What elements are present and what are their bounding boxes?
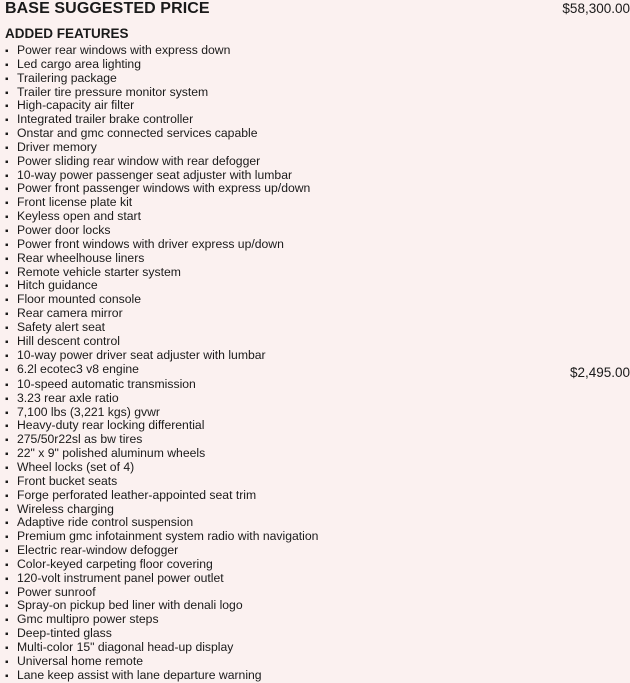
bullet-icon: ▪ <box>5 601 9 613</box>
bullet-icon: ▪ <box>5 642 9 654</box>
feature-label: Remote vehicle starter system <box>17 264 181 279</box>
feature-label: Front bucket seats <box>17 473 118 488</box>
feature-label: Lane keep assist with lane departure warning <box>17 667 262 682</box>
bullet-icon: ▪ <box>5 142 9 154</box>
bullet-icon: ▪ <box>5 587 9 599</box>
bullet-icon: ▪ <box>5 101 9 113</box>
bullet-icon: ▪ <box>5 573 9 585</box>
feature-list <box>5 44 565 682</box>
feature-list-item <box>5 599 565 613</box>
feature-list-item <box>5 113 565 127</box>
feature-list-item <box>5 279 565 293</box>
bullet-icon: ▪ <box>5 239 9 251</box>
feature-list-item <box>5 99 565 113</box>
feature-label: 10-way power driver seat adjuster with lumbar <box>17 347 266 362</box>
feature-label: Heavy-duty rear locking differential <box>17 418 205 433</box>
bullet-icon: ▪ <box>5 253 9 265</box>
feature-list-item <box>5 586 565 600</box>
feature-label: Wireless charging <box>17 501 114 516</box>
feature-label: Power front passenger windows with express up/down <box>17 181 311 196</box>
feature-label: 120-volt instrument panel power outlet <box>17 570 224 585</box>
feature-label: Front license plate kit <box>17 195 133 210</box>
bullet-icon: ▪ <box>5 365 9 377</box>
feature-list-item <box>5 169 565 183</box>
feature-label: Premium gmc infotainment system radio with navigation <box>17 529 319 544</box>
feature-label: Multi-color 15" diagonal head-up display <box>17 639 234 654</box>
bullet-icon: ▪ <box>5 212 9 224</box>
feature-list-item <box>5 210 565 224</box>
bullet-icon: ▪ <box>5 184 9 196</box>
feature-list-item <box>5 362 565 378</box>
bullet-icon: ▪ <box>5 73 9 85</box>
feature-label: 6.2l ecotec3 v8 engine <box>17 362 139 377</box>
bullet-icon: ▪ <box>5 156 9 168</box>
bullet-icon: ▪ <box>5 87 9 99</box>
feature-label: Keyless open and start <box>17 209 141 224</box>
feature-label: Power front windows with driver express up/down <box>17 236 284 251</box>
feature-list-item <box>5 321 565 335</box>
feature-label: Power door locks <box>17 222 111 237</box>
feature-list-item <box>5 627 565 641</box>
feature-list-item <box>5 655 565 669</box>
feature-label: Rear camera mirror <box>17 306 123 321</box>
feature-list-item <box>5 613 565 627</box>
feature-label: 3.23 rear axle ratio <box>17 390 119 405</box>
feature-list-item <box>5 378 565 392</box>
feature-list-item <box>5 503 565 517</box>
feature-label: Led cargo area lighting <box>17 56 141 71</box>
added-features-title: ADDED FEATURES <box>5 26 129 41</box>
bullet-icon: ▪ <box>5 59 9 71</box>
feature-list-item <box>5 641 565 655</box>
bullet-icon: ▪ <box>5 449 9 461</box>
bullet-icon: ▪ <box>5 656 9 668</box>
feature-label: High-capacity air filter <box>17 98 135 113</box>
bullet-icon: ▪ <box>5 225 9 237</box>
feature-list-item <box>5 419 565 433</box>
feature-label: 10-way power passenger seat adjuster with lumbar <box>17 167 293 182</box>
bullet-icon: ▪ <box>5 407 9 419</box>
base-price-value: $58,300.00 <box>562 1 630 16</box>
feature-list-item <box>5 307 565 321</box>
feature-list-item <box>5 461 565 475</box>
bullet-icon: ▪ <box>5 421 9 433</box>
feature-label: Trailer tire pressure monitor system <box>17 84 209 99</box>
feature-list-item <box>5 530 565 544</box>
feature-list-item <box>5 72 565 86</box>
option-package-price: $2,495.00 <box>569 365 630 380</box>
feature-label: Rear wheelhouse liners <box>17 250 145 265</box>
bullet-icon: ▪ <box>5 379 9 391</box>
feature-list-item <box>5 86 565 100</box>
feature-list-item <box>5 266 565 280</box>
feature-label: Integrated trailer brake controller <box>17 112 194 127</box>
feature-list-item <box>5 224 565 238</box>
feature-label: Hill descent control <box>17 333 120 348</box>
feature-label: Safety alert seat <box>17 319 106 334</box>
feature-list-item <box>5 572 565 586</box>
feature-label: 7,100 lbs (3,221 kgs) gvwr <box>17 404 160 419</box>
feature-label: Trailering package <box>17 70 117 85</box>
feature-list-item <box>5 335 565 349</box>
feature-list-item <box>5 196 565 210</box>
feature-list-item <box>5 58 565 72</box>
feature-label: Hitch guidance <box>17 278 98 293</box>
feature-list-item <box>5 252 565 266</box>
feature-label: Gmc multipro power steps <box>17 612 159 627</box>
feature-label: Onstar and gmc connected services capable <box>17 126 258 141</box>
bullet-icon: ▪ <box>5 546 9 558</box>
bullet-icon: ▪ <box>5 476 9 488</box>
feature-label: Forge perforated leather-appointed seat trim <box>17 487 257 502</box>
feature-list-item <box>5 669 565 683</box>
feature-label: Power rear windows with express down <box>17 43 231 57</box>
feature-list-item <box>5 447 565 461</box>
bullet-icon: ▪ <box>5 629 9 641</box>
base-price-row <box>5 0 630 18</box>
feature-list-item <box>5 544 565 558</box>
bullet-icon: ▪ <box>5 490 9 502</box>
feature-list-item <box>5 475 565 489</box>
feature-label: Power sunroof <box>17 584 96 599</box>
feature-label: Spray-on pickup bed liner with denali logo <box>17 598 243 613</box>
feature-list-item <box>5 155 565 169</box>
feature-label: Driver memory <box>17 139 97 154</box>
feature-list-item <box>5 44 565 58</box>
feature-list-item <box>5 489 565 503</box>
feature-label: Adaptive ride control suspension <box>17 515 194 530</box>
feature-list-item <box>5 349 565 363</box>
bullet-icon: ▪ <box>5 393 9 405</box>
feature-list-item <box>5 238 565 252</box>
feature-label: Universal home remote <box>17 653 143 668</box>
bullet-icon: ▪ <box>5 170 9 182</box>
feature-list-item <box>5 433 565 447</box>
bullet-icon: ▪ <box>5 518 9 530</box>
bullet-icon: ▪ <box>5 295 9 307</box>
base-price-title: BASE SUGGESTED PRICE <box>5 0 210 17</box>
feature-label: 22" x 9" polished aluminum wheels <box>17 446 206 461</box>
feature-label: Floor mounted console <box>17 292 141 307</box>
feature-list-item <box>5 293 565 307</box>
bullet-icon: ▪ <box>5 504 9 516</box>
feature-list-item <box>5 406 565 420</box>
bullet-icon: ▪ <box>5 462 9 474</box>
feature-label: Electric rear-window defogger <box>17 543 179 558</box>
bullet-icon: ▪ <box>5 46 9 57</box>
bullet-icon: ▪ <box>5 350 9 362</box>
bullet-icon: ▪ <box>5 309 9 321</box>
feature-label: 275/50r22sl as bw tires <box>17 432 143 447</box>
feature-list-item <box>5 141 565 155</box>
bullet-icon: ▪ <box>5 670 9 682</box>
bullet-icon: ▪ <box>5 336 9 348</box>
feature-label: Wheel locks (set of 4) <box>17 459 135 474</box>
feature-label: 10-speed automatic transmission <box>17 376 196 391</box>
bullet-icon: ▪ <box>5 129 9 141</box>
feature-list-item <box>5 127 565 141</box>
feature-list-item <box>5 182 565 196</box>
bullet-icon: ▪ <box>5 532 9 544</box>
feature-list-item <box>5 392 565 406</box>
bullet-icon: ▪ <box>5 322 9 334</box>
feature-label: Color-keyed carpeting floor covering <box>17 556 213 571</box>
feature-label: Deep-tinted glass <box>17 626 112 641</box>
bullet-icon: ▪ <box>5 281 9 293</box>
bullet-icon: ▪ <box>5 435 9 447</box>
bullet-icon: ▪ <box>5 615 9 627</box>
bullet-icon: ▪ <box>5 198 9 210</box>
bullet-icon: ▪ <box>5 559 9 571</box>
feature-list-item <box>5 558 565 572</box>
feature-list-item <box>5 516 565 530</box>
bullet-icon: ▪ <box>5 267 9 279</box>
bullet-icon: ▪ <box>5 115 9 127</box>
feature-label: Power sliding rear window with rear defogger <box>17 153 261 168</box>
